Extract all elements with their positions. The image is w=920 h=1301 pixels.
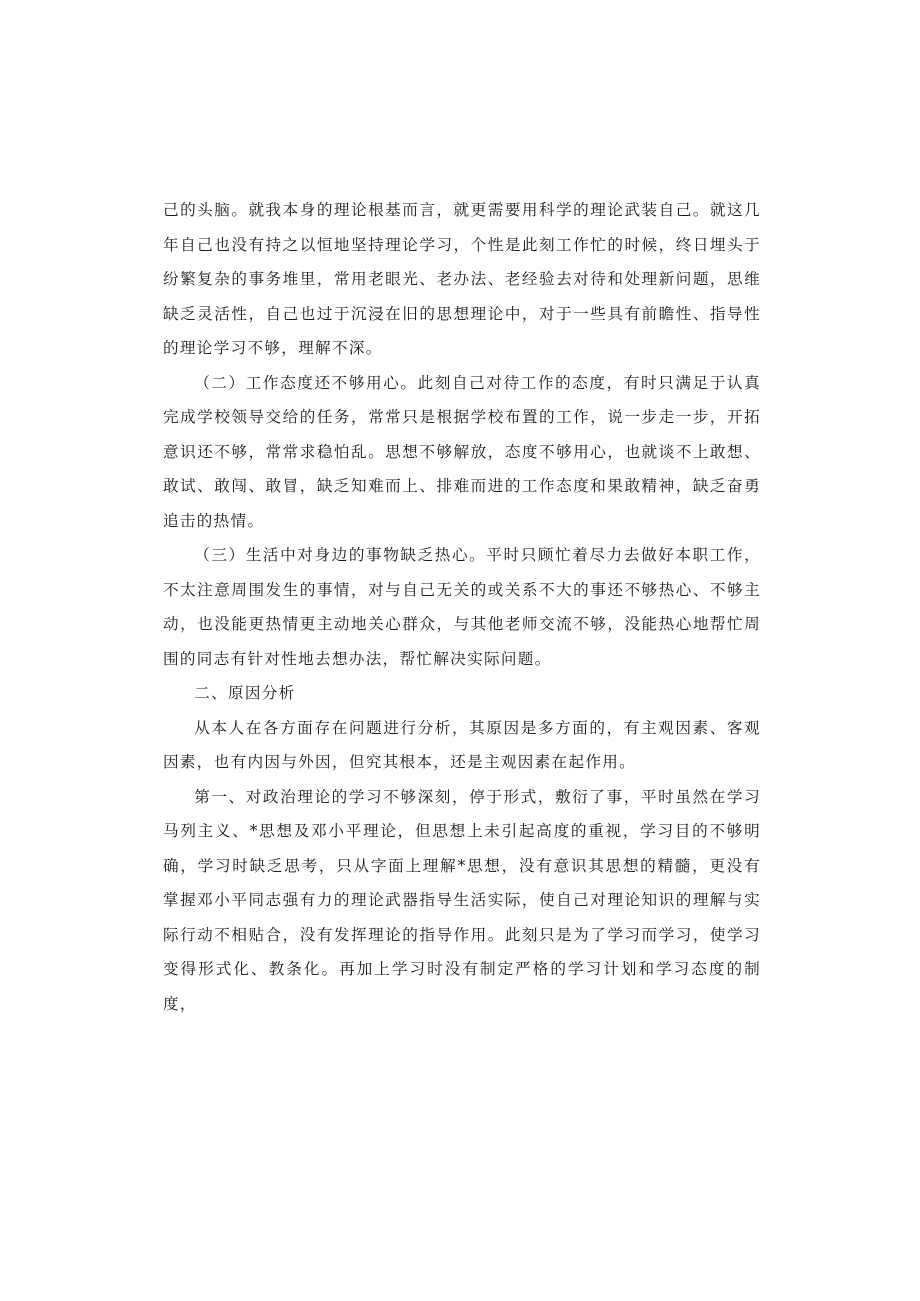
paragraph-continuation: 己的头脑。就我本身的理论根基而言，就更需要用科学的理论武装自己。就这几年自己也没有持之以恒地坚持理论学习，个性是此刻工作忙的时候，终日埋头于纷繁复杂的事务堆里，常用老眼光、老办法、老经验去对待和处理新问题，思维缺乏灵活性，自己也过于沉浸在旧的思想理论中，对于一些具有前瞻性、指导性的理论学习不够，理解不深。 [163, 201, 761, 357]
paragraph-work-attitude: （二）工作态度还不够用心。此刻自己对待工作的态度，有时只满足于认真完成学校领导交给的任务，常常只是根据学校布置的工作，说一步走一步，开拓意识还不够，常常求稳怕乱。思想不够解放，态度不够用心，也就谈不上敢想、敢试、敢闯、敢冒，缺乏知难而上、排难而进的工作态度和果敢精神，缺乏奋勇追击的热情。 [163, 373, 761, 530]
document-body [163, 193, 761, 1021]
paragraph-cause-overview: 从本人在各方面存在问题进行分析，其原因是多方面的，有主观因素、客观因素，也有内因与外因，但究其根本，还是主观因素在起作用。 [163, 718, 761, 771]
section-heading-cause-analysis: 二、原因分析 [194, 684, 296, 702]
paragraph-first-cause: 第一、对政治理论的学习不够深刻，停于形式，敷衍了事，平时虽然在学习马列主义、*思想及邓小平理论，但思想上未引起高度的重视，学习目的不够明确，学习时缺乏思考，只从字面上理解*思想，没有意识其思想的精髓，更没有掌握邓小平同志强有力的理论武器指导生活实际，使自己对理论知识的理解与实际行动不相贴合，没有发挥理论的指导作用。此刻只是为了学习而学习，使学习变得形式化、教条化。再加上学习时没有制定严格的学习计划和学习态度的制度， [163, 787, 761, 1013]
paragraph-life-enthusiasm: （三）生活中对身边的事物缺乏热心。平时只顾忙着尽力去做好本职工作，不太注意周围发生的事情，对与自己无关的或关系不大的事还不够热心、不够主动，也没能更热情更主动地关心群众，与其他老师交流不够，没能热心地帮忙周围的同志有针对性地去想办法，帮忙解决实际问题。 [163, 546, 761, 668]
